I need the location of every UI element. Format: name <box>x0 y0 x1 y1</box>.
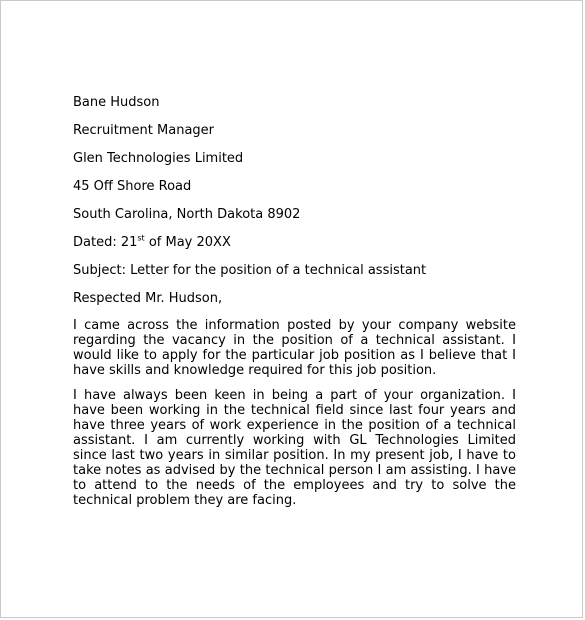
date-rest: of May 20XX <box>144 235 231 250</box>
date-prefix: Dated: 21 <box>73 235 138 250</box>
recipient-title: Recruitment Manager <box>73 123 215 138</box>
subject-line: Subject: Letter for the position of a technical assistant <box>73 263 427 278</box>
address-line: 45 Off Shore Road <box>73 179 192 194</box>
recipient-name: Bane Hudson <box>73 95 160 110</box>
date-ordinal-suffix: st <box>137 233 145 243</box>
date-line <box>73 234 516 252</box>
salutation: Respected Mr. Hudson, <box>73 291 223 306</box>
letter-body <box>73 94 516 518</box>
paragraph-2: I have always been keen in being a part of your organization. I have been working in the technical field since last four years and have three years of work experience in the position of a technical assistant. I am currently working with GL Technologies Limited since last two years in similar position. In my present job, I have to take notes as advised by the technical person I am assisting. I have to attend to the needs of the employees and try to solve the technical problem they are facing. <box>73 388 516 508</box>
paragraph-1: I came across the information posted by your company website regarding the vacancy in the position of a technical assistant. I would like to apply for the particular job position as I believe that I have skills and knowledge required for this job position. <box>73 318 516 378</box>
city-line: South Carolina, North Dakota 8902 <box>73 207 301 222</box>
company-name: Glen Technologies Limited <box>73 151 244 166</box>
